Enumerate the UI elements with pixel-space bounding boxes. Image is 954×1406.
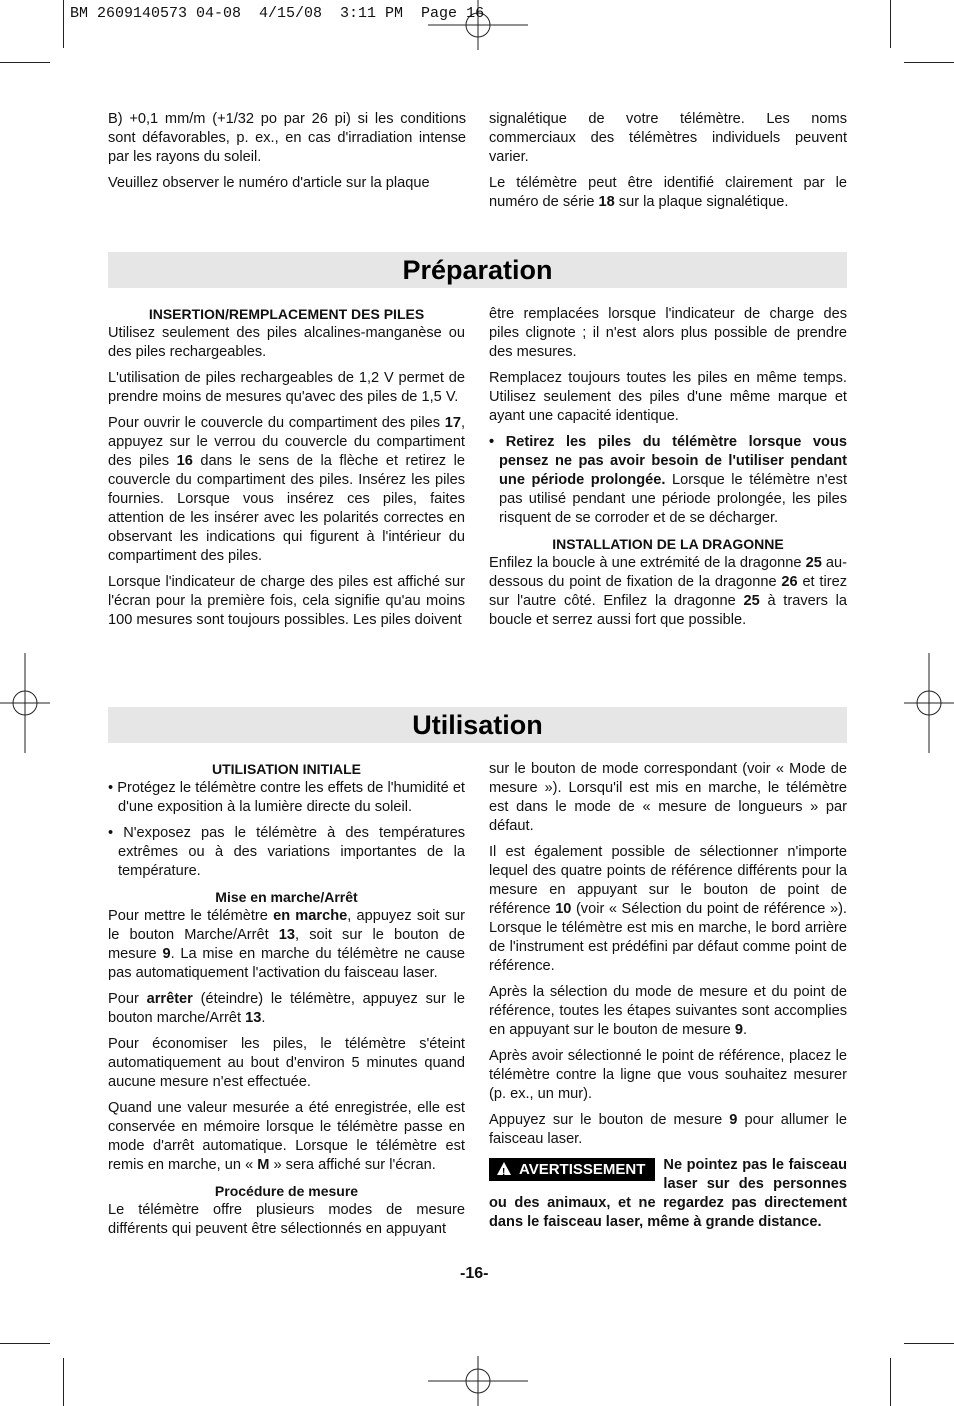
paragraph: Il est également possible de sélectionner n'importe lequel des quatre points de référence différents pour la mesure en appuyant sur le bouton de point de référence 10 (voir « Sélection du point de référence »). Lorsque le télémètre est mis en marche, le bord arrière de l'instrument est prédéfini par défaut comme point de référence. bbox=[489, 844, 847, 974]
paragraph: Remplacez toujours toutes les piles en même temps. Utilisez seulement des piles d'une même marque et ayant une capacité identique. bbox=[489, 370, 847, 424]
paragraph: Le télémètre offre plusieurs modes de mesure différents qui peuvent être sélectionnés en appuyant bbox=[108, 1202, 465, 1237]
preparation-right-column bbox=[489, 305, 847, 637]
subheading: Mise en marche/Arrêt bbox=[215, 889, 358, 905]
crop-mark bbox=[890, 1358, 891, 1406]
subheading: Procédure de mesure bbox=[214, 1183, 359, 1199]
preparation-left-column bbox=[108, 305, 465, 637]
warning-icon bbox=[497, 1162, 511, 1175]
paragraph: être remplacées lorsque l'indicateur de charge des piles clignote ; il n'est alors plus possible de prendre des mesures. bbox=[489, 306, 847, 360]
paragraph: B) +0,1 mm/m (+1/32 po par 26 pi) si les conditions sont défavorables, p. ex., en cas d'irradiation intense par les rayons du soleil. bbox=[108, 111, 466, 165]
paragraph: Quand une valeur mesurée a été enregistrée, elle est conservée en mémoire lorsque le télémètre passe en mode d'arrêt automatique. Lorsque le télémètre est remis en marche, un « M » sera affiché sur l'écran. bbox=[108, 1100, 465, 1173]
list-item: • Retirez les piles du télémètre lorsque vous pensez ne pas avoir besoin de l'utiliser pendant une période prolongée. Lorsque le télémètre n'est pas utilisé pendant une période prolongée, les piles risquent de se corroder et de se décharger. bbox=[489, 434, 847, 526]
paragraph: Veuillez observer le numéro d'article sur la plaque bbox=[108, 175, 430, 191]
crop-mark bbox=[0, 1343, 50, 1344]
section-heading: INSTALLATION DE LA DRAGONNE bbox=[552, 536, 784, 552]
paragraph: L'utilisation de piles rechargeables de 1,2 V permet de prendre moins de mesures qu'avec des piles de 1,5 V. bbox=[108, 370, 465, 405]
crop-mark bbox=[0, 62, 50, 63]
crop-mark bbox=[890, 0, 891, 48]
top-left-column bbox=[108, 110, 466, 200]
paragraph: Utilisez seulement des piles alcalines-manganèse ou des piles rechargeables. bbox=[108, 325, 465, 360]
paragraph: signalétique de votre télémètre. Les noms commerciaux des télémètres individuels peuvent varier. bbox=[489, 111, 847, 165]
registration-mark-left bbox=[0, 653, 50, 753]
paragraph: Pour mettre le télémètre en marche, appuyez soit sur le bouton Marche/Arrêt 13, soit sur le bouton de mesure 9. La mise en marche du télémètre ne cause pas automatiquement l'activation du faisceau laser. bbox=[108, 908, 465, 981]
crop-mark bbox=[63, 1358, 64, 1406]
list-item: • Protégez le télémètre contre les effets de l'humidité et d'une exposition à la lumière directe du soleil. bbox=[108, 780, 465, 815]
paragraph: Lorsque l'indicateur de charge des piles est affiché sur l'écran pour la première fois, cela signifie qu'au moins 100 mesures sont toujours possibles. Les piles doivent bbox=[108, 574, 465, 628]
crop-mark bbox=[904, 62, 954, 63]
crop-mark bbox=[904, 1343, 954, 1344]
warning-badge: !AVERTISSEMENT bbox=[489, 1158, 655, 1181]
paragraph: Enfilez la boucle à une extrémité de la dragonne 25 au-dessous du point de fixation de la dragonne 26 et tirez sur l'autre côté. Enfilez la dragonne 25 à travers la boucle et serrez aussi fort que possible. bbox=[489, 555, 847, 628]
section-heading: UTILISATION INITIALE bbox=[211, 761, 362, 777]
registration-mark-right bbox=[904, 653, 954, 753]
section-heading: INSERTION/REMPLACEMENT DES PILES bbox=[148, 306, 425, 322]
paragraph: sur le bouton de mode correspondant (voir « Mode de mesure »). Lorsqu'il est mis en marche, le télémètre est dans le mode de « mesure de longueurs » par défaut. bbox=[489, 761, 847, 834]
page-number: -16- bbox=[460, 1265, 489, 1282]
utilisation-right-column bbox=[489, 760, 847, 1239]
warning-block bbox=[489, 1156, 847, 1232]
paragraph: Appuyez sur le bouton de mesure 9 pour allumer le faisceau laser. bbox=[489, 1112, 847, 1147]
list-item: • N'exposez pas le télémètre à des températures extrêmes ou à des variations importantes de la température. bbox=[108, 825, 465, 879]
crop-mark bbox=[63, 0, 64, 48]
section-title-preparation: Préparation bbox=[108, 252, 847, 288]
paragraph: Après la sélection du mode de mesure et du point de référence, toutes les étapes suivantes sont accomplies en appuyant sur le bouton de mesure 9. bbox=[489, 984, 847, 1038]
paragraph: Pour économiser les piles, le télémètre s'éteint automatiquement au bout d'environ 5 minutes quand aucune mesure n'est effectuée. bbox=[108, 1036, 465, 1090]
registration-mark-bottom bbox=[428, 1356, 528, 1406]
paragraph: Pour ouvrir le couvercle du compartiment des piles 17, appuyez sur le verrou du couvercle du compartiment des piles 16 dans le sens de la flèche et retirez le couvercle du compartiment des piles. Insérez les piles fournies. Lorsque vous insérez ces piles, faites attention de les insérer avec les polarités correctes en observant les indications qui figurent à l'intérieur du compartiment des piles. bbox=[108, 415, 465, 564]
paragraph: Le télémètre peut être identifié clairement par le numéro de série 18 sur la plaque signalétique. bbox=[489, 175, 847, 210]
utilisation-left-column bbox=[108, 760, 465, 1246]
print-slug: BM 2609140573 04-08 4/15/08 3:11 PM Page 16 bbox=[70, 5, 485, 22]
paragraph: Pour arrêter (éteindre) le télémètre, appuyez sur le bouton marche/Arrêt 13. bbox=[108, 991, 465, 1026]
warning-text: Ne pointez pas le faisceau laser sur des personnes ou des animaux, et ne regardez pas directement dans le faisceau laser, même à grande distance. bbox=[489, 1157, 847, 1230]
paragraph: Après avoir sélectionné le point de référence, placez le télémètre contre la ligne que vous souhaitez mesurer (p. ex., un mur). bbox=[489, 1048, 847, 1102]
section-title-utilisation: Utilisation bbox=[108, 707, 847, 743]
top-right-column bbox=[489, 110, 847, 219]
